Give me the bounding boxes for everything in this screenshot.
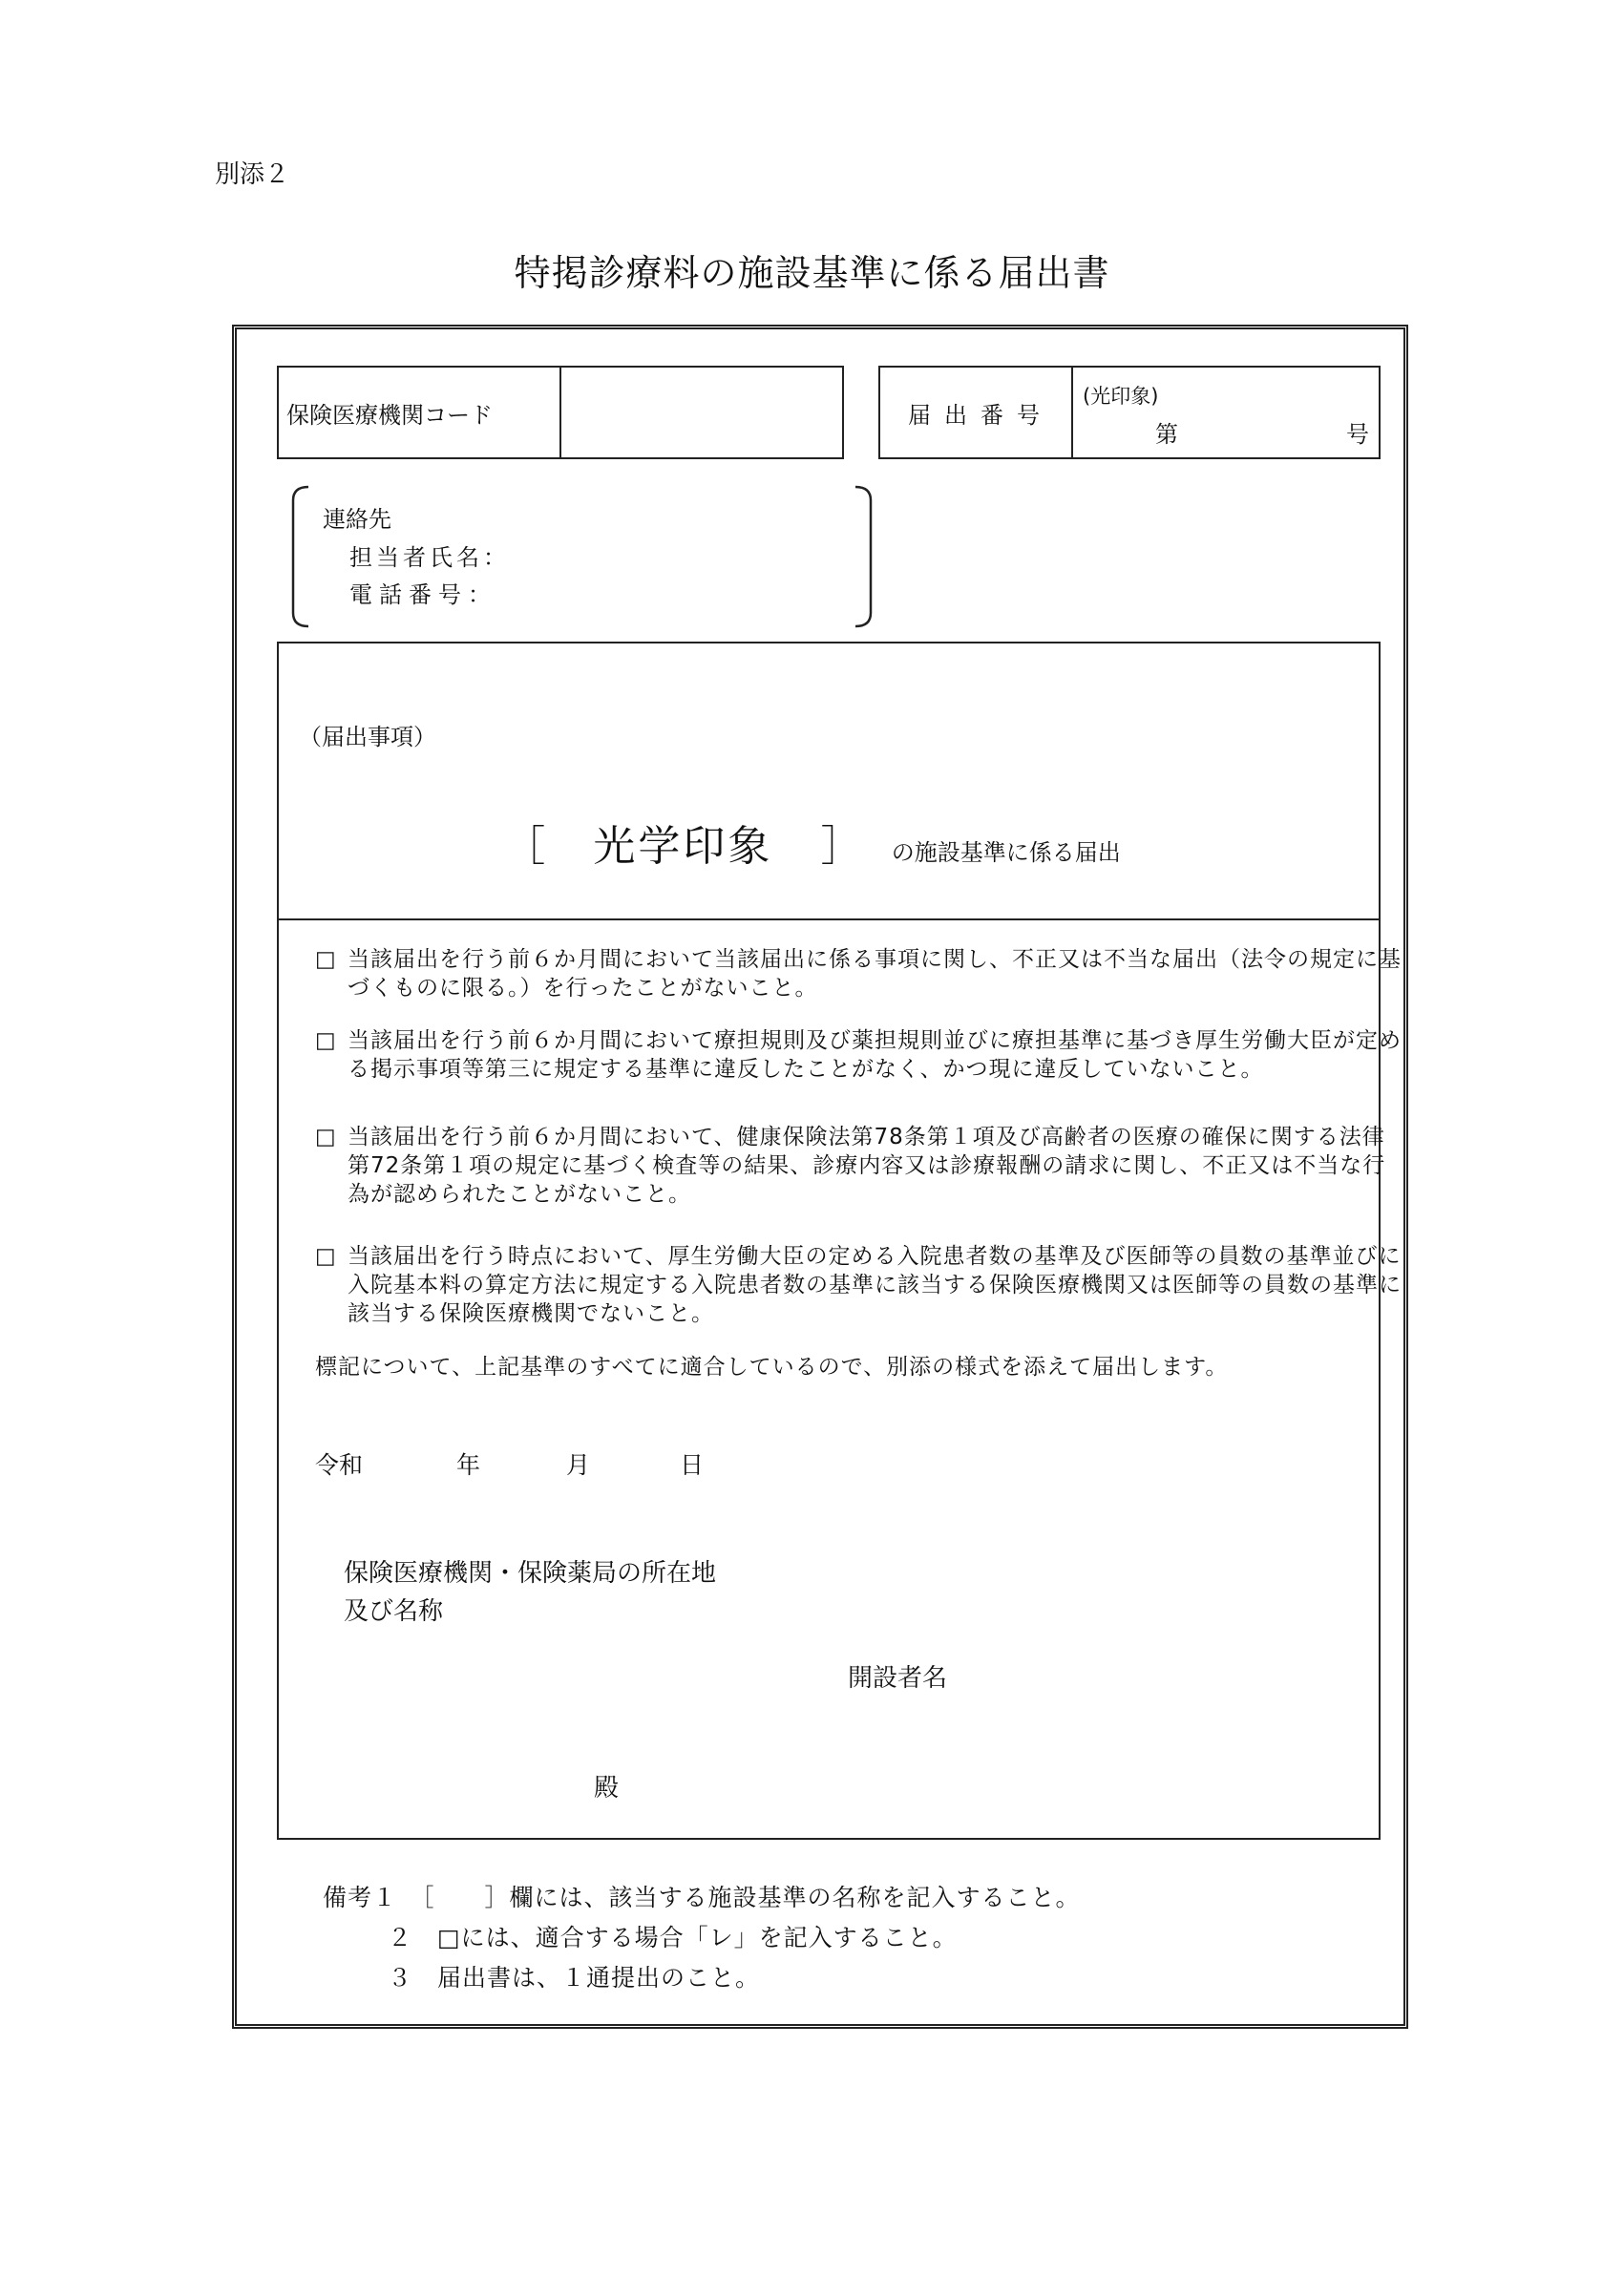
- criteria-item: [315, 945, 1403, 1002]
- checkbox-icon[interactable]: □: [315, 1125, 337, 1150]
- contact-person-label: 担当者氏名：: [349, 544, 510, 571]
- notification-items-box: [277, 642, 1381, 920]
- notification-number-field[interactable]: [1071, 366, 1381, 459]
- criteria-item: [315, 1123, 1403, 1209]
- date-era: 令和: [315, 1451, 364, 1479]
- declaration-text: 標記について、上記基準のすべてに適合しているので、別添の様式を添えて届出します。: [315, 1355, 1229, 1380]
- address-line-2: 及び名称: [344, 1597, 444, 1626]
- facility-standard-suffix: の施設基準に係る届出: [891, 839, 1121, 866]
- criteria-text: 当該届出を行う時点において、厚生労働大臣の定める入院患者数の基準及び医師等の員数の基準並びに入院基本料の算定方法に規定する入院患者数の基準に該当する保険医療機関又は医師等の員数の基準に該当する保険医療機関でないこと。: [348, 1244, 1402, 1326]
- date-month-label: 月: [566, 1451, 591, 1479]
- contact-bracket-left-icon: [289, 485, 312, 628]
- bracket-close: ］: [820, 822, 863, 871]
- facility-standard-name[interactable]: 光学印象: [593, 822, 773, 871]
- institution-code-label: 保険医療機関コード: [277, 366, 561, 459]
- criteria-text: 当該届出を行う前６か月間において療担規則及び薬担規則並びに療担基準に基づき厚生労働大臣が定める掲示事項等第三に規定する基準に違反したことがなく、かつ現に違反していないこと。: [348, 1028, 1402, 1082]
- checkbox-icon[interactable]: □: [315, 1028, 337, 1053]
- remarks-line-3: ３ 届出書は、１通提出のこと。: [388, 1964, 761, 1992]
- address-line-1: 保険医療機関・保険薬局の所在地: [344, 1559, 717, 1588]
- notification-items-heading: （届出事項）: [299, 724, 436, 750]
- institution-code-field[interactable]: [559, 366, 844, 459]
- checkbox-icon[interactable]: □: [315, 947, 337, 972]
- bracket-open: ［: [503, 822, 546, 871]
- annex-label: 別添２: [215, 160, 290, 189]
- founder-name-label: 開設者名: [848, 1664, 948, 1693]
- facility-standard-line: [0, 812, 1624, 873]
- notification-number-label: 届出番号: [878, 366, 1073, 459]
- addressee-honorific: 殿: [594, 1774, 620, 1803]
- number-prefix: 第: [1155, 421, 1178, 448]
- remarks-line-2: ２ □には、適合する場合「レ」を記入すること。: [388, 1924, 958, 1951]
- form-title: 特掲診療料の施設基準に係る届出書: [514, 252, 1110, 294]
- number-suffix: 号: [1346, 421, 1369, 448]
- contact-bracket-right-icon: [852, 485, 875, 628]
- criteria-item: [315, 1242, 1403, 1328]
- contact-label: 連絡先: [323, 506, 391, 533]
- date-day-label: 日: [680, 1451, 705, 1479]
- address-label: [344, 1554, 716, 1631]
- date-year-label: 年: [456, 1451, 481, 1479]
- checkbox-icon[interactable]: □: [315, 1244, 337, 1269]
- criteria-text: 当該届出を行う前６か月間において、健康保険法第78条第１項及び高齢者の医療の確保に関する法律第72条第１項の規定に基づく検査等の結果、診療内容又は診療報酬の請求に関し、不正又は不当な行為が認められたことがないこと。: [348, 1125, 1386, 1207]
- criteria-item: [315, 1026, 1403, 1084]
- criteria-text: 当該届出を行う前６か月間において当該届出に係る事項に関し、不正又は不当な届出（法令の規定に基づくものに限る。）を行ったことがないこと。: [348, 947, 1402, 1001]
- remarks-line-1: 備考１ ［ ］欄には、該当する施設基準の名称を記入すること。: [323, 1884, 1081, 1911]
- contact-phone-label: 電話番号：: [349, 581, 497, 608]
- notification-number-note: (光印象): [1083, 385, 1159, 408]
